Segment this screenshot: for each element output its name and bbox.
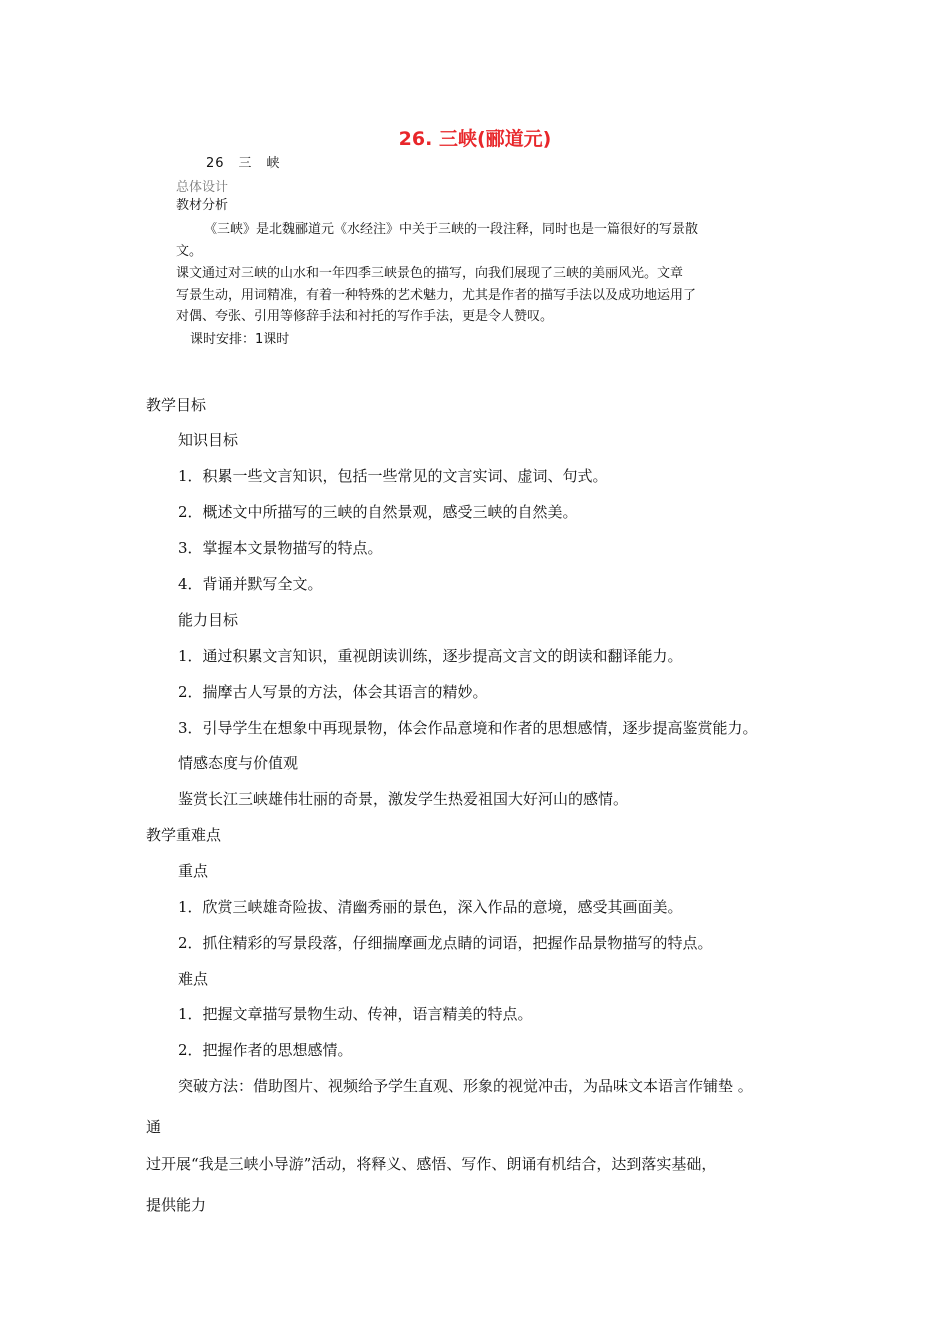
knowledge-item: 3．掌握本文景物描写的特点。 [178,539,383,557]
hard-points-heading: 难点 [178,970,209,988]
knowledge-item: 1．积累一些文言知识，包括一些常见的文言实词、虚词、句式。 [178,467,608,485]
knowledge-item: 2．概述文中所描写的三峡的自然景观，感受三峡的自然美。 [178,503,578,521]
page-title: 26. 三峡(郦道元) [398,128,552,150]
lesson-label: 26 三 峡 [206,156,281,171]
tail-text-3: 提供能力 [146,1196,207,1214]
ability-item: 2．揣摩古人写景的方法，体会其语言的精妙。 [178,683,488,701]
intro-line-4: 写景生动，用词精准，有着一种特殊的艺术魅力，尤其是作者的描写手法以及成功地运用了 [176,288,697,303]
ability-goals-heading: 能力目标 [178,611,239,629]
knowledge-item: 4．背诵并默写全文。 [178,575,323,593]
knowledge-goals-heading: 知识目标 [178,431,239,449]
key-points-heading: 重点 [178,862,209,880]
intro-line-5: 对偶、夸张、引用等修辞手法和衬托的写作手法，更是令人赞叹。 [176,309,554,324]
hard-point-item: 1．把握文章描写景物生动、传神，语言精美的特点。 [178,1005,533,1023]
schedule: 课时安排：1课时 [190,332,290,347]
material-analysis-heading: 教材分析 [176,198,229,213]
intro-line-1: 《三峡》是北魏郦道元《水经注》中关于三峡的一段注释，同时也是一篇很好的写景散 [204,222,699,237]
teaching-goals-heading: 教学目标 [146,396,207,414]
key-point-item: 2．抓住精彩的写景段落，仔细揣摩画龙点睛的词语，把握作品景物描写的特点。 [178,934,713,952]
tail-text-1: 通 [146,1118,162,1136]
breakthrough-method: 突破方法：借助图片、视频给予学生直观、形象的视觉冲击，为品味文本语言作铺垫 。 [178,1077,753,1095]
emotion-text: 鉴赏长江三峡雄伟壮丽的奇景，激发学生热爱祖国大好河山的感情。 [178,790,629,808]
intro-line-3: 课文通过对三峡的山水和一年四季三峡景色的描写，向我们展现了三峡的美丽风光。文章 [176,266,684,281]
ability-item: 1．通过积累文言知识，重视朗读训练，逐步提高文言文的朗读和翻译能力。 [178,647,683,665]
overall-design-heading: 总体设计 [176,180,229,195]
hard-point-item: 2．把握作者的思想感情。 [178,1041,353,1059]
intro-line-2: 文。 [176,244,203,259]
emotion-heading: 情感态度与价值观 [178,754,299,772]
ability-item: 3．引导学生在想象中再现景物，体会作品意境和作者的思想感情，逐步提高鉴赏能力。 [178,719,758,737]
tail-text-2: 过开展“我是三峡小导游”活动，将释义、感悟、写作、朗诵有机结合，达到落实基础， [146,1155,717,1173]
key-point-item: 1．欣赏三峡雄奇险拔、清幽秀丽的景色，深入作品的意境，感受其画面美。 [178,898,683,916]
difficulties-heading: 教学重难点 [146,826,222,844]
